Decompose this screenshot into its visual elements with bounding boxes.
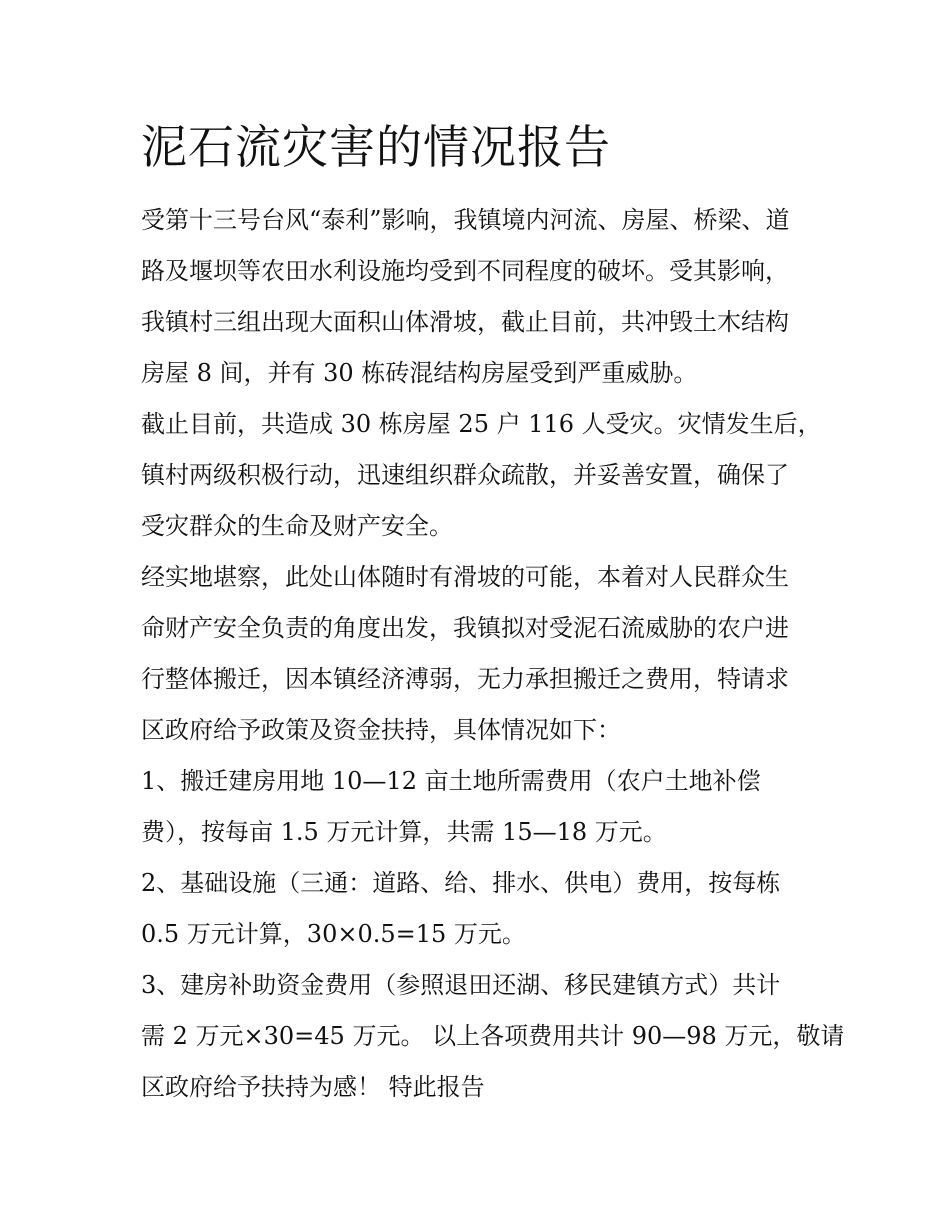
- body-line-4: 房屋 8 间，并有 30 栋砖混结构房屋受到严重威胁。: [141, 359, 698, 387]
- body-line-5: 截止目前，共造成 30 栋房屋 25 户 116 人受灾。灾情发生后，: [141, 410, 822, 438]
- body-line-12: 1、搬迁建房用地 10—12 亩土地所需费用（农户土地补偿: [141, 767, 761, 795]
- body-line-15: 0.5 万元计算，30×0.5=15 万元。: [141, 920, 526, 948]
- body-line-10: 行整体搬迁，因本镇经济溥弱，无力承担搬迁之费用，特请求: [141, 665, 789, 693]
- body-line-8: 经实地堪察，此处山体随时有滑坡的可能，本着对人民群众生: [141, 563, 789, 591]
- body-line-17: 需 2 万元×30=45 万元。 以上各项费用共计 90—98 万元，敬请: [141, 1022, 845, 1050]
- body-line-1: 受第十三号台风“泰利”影响，我镇境内河流、房屋、桥梁、道: [141, 206, 790, 234]
- body-line-3: 我镇村三组出现大面积山体滑坡，截止目前，共冲毁土木结构: [141, 308, 789, 336]
- body-line-18: 区政府给予扶持为感！ 特此报告: [141, 1073, 485, 1101]
- document-title: 泥石流灾害的情况报告: [141, 120, 611, 174]
- body-line-14: 2、基础设施（三通：道路、给、排水、供电）费用，按每栋: [141, 869, 781, 897]
- document-body: [141, 116, 845, 1113]
- body-line-16: 3、建房补助资金费用（参照退田还湖、移民建镇方式）共计: [141, 971, 781, 999]
- body-line-7: 受灾群众的生命及财产安全。: [141, 512, 453, 540]
- body-line-11: 区政府给予政策及资金扶持，具体情况如下：: [141, 716, 621, 744]
- body-line-2: 路及堰坝等农田水利设施均受到不同程度的破坏。受其影响，: [141, 257, 789, 285]
- body-line-13: 费），按每亩 1.5 万元计算，共需 15—18 万元。: [141, 818, 667, 846]
- body-line-6: 镇村两级积极行动，迅速组织群众疏散，并妥善安置，确保了: [141, 461, 789, 489]
- body-line-9: 命财产安全负责的角度出发，我镇拟对受泥石流威胁的农户进: [141, 614, 789, 642]
